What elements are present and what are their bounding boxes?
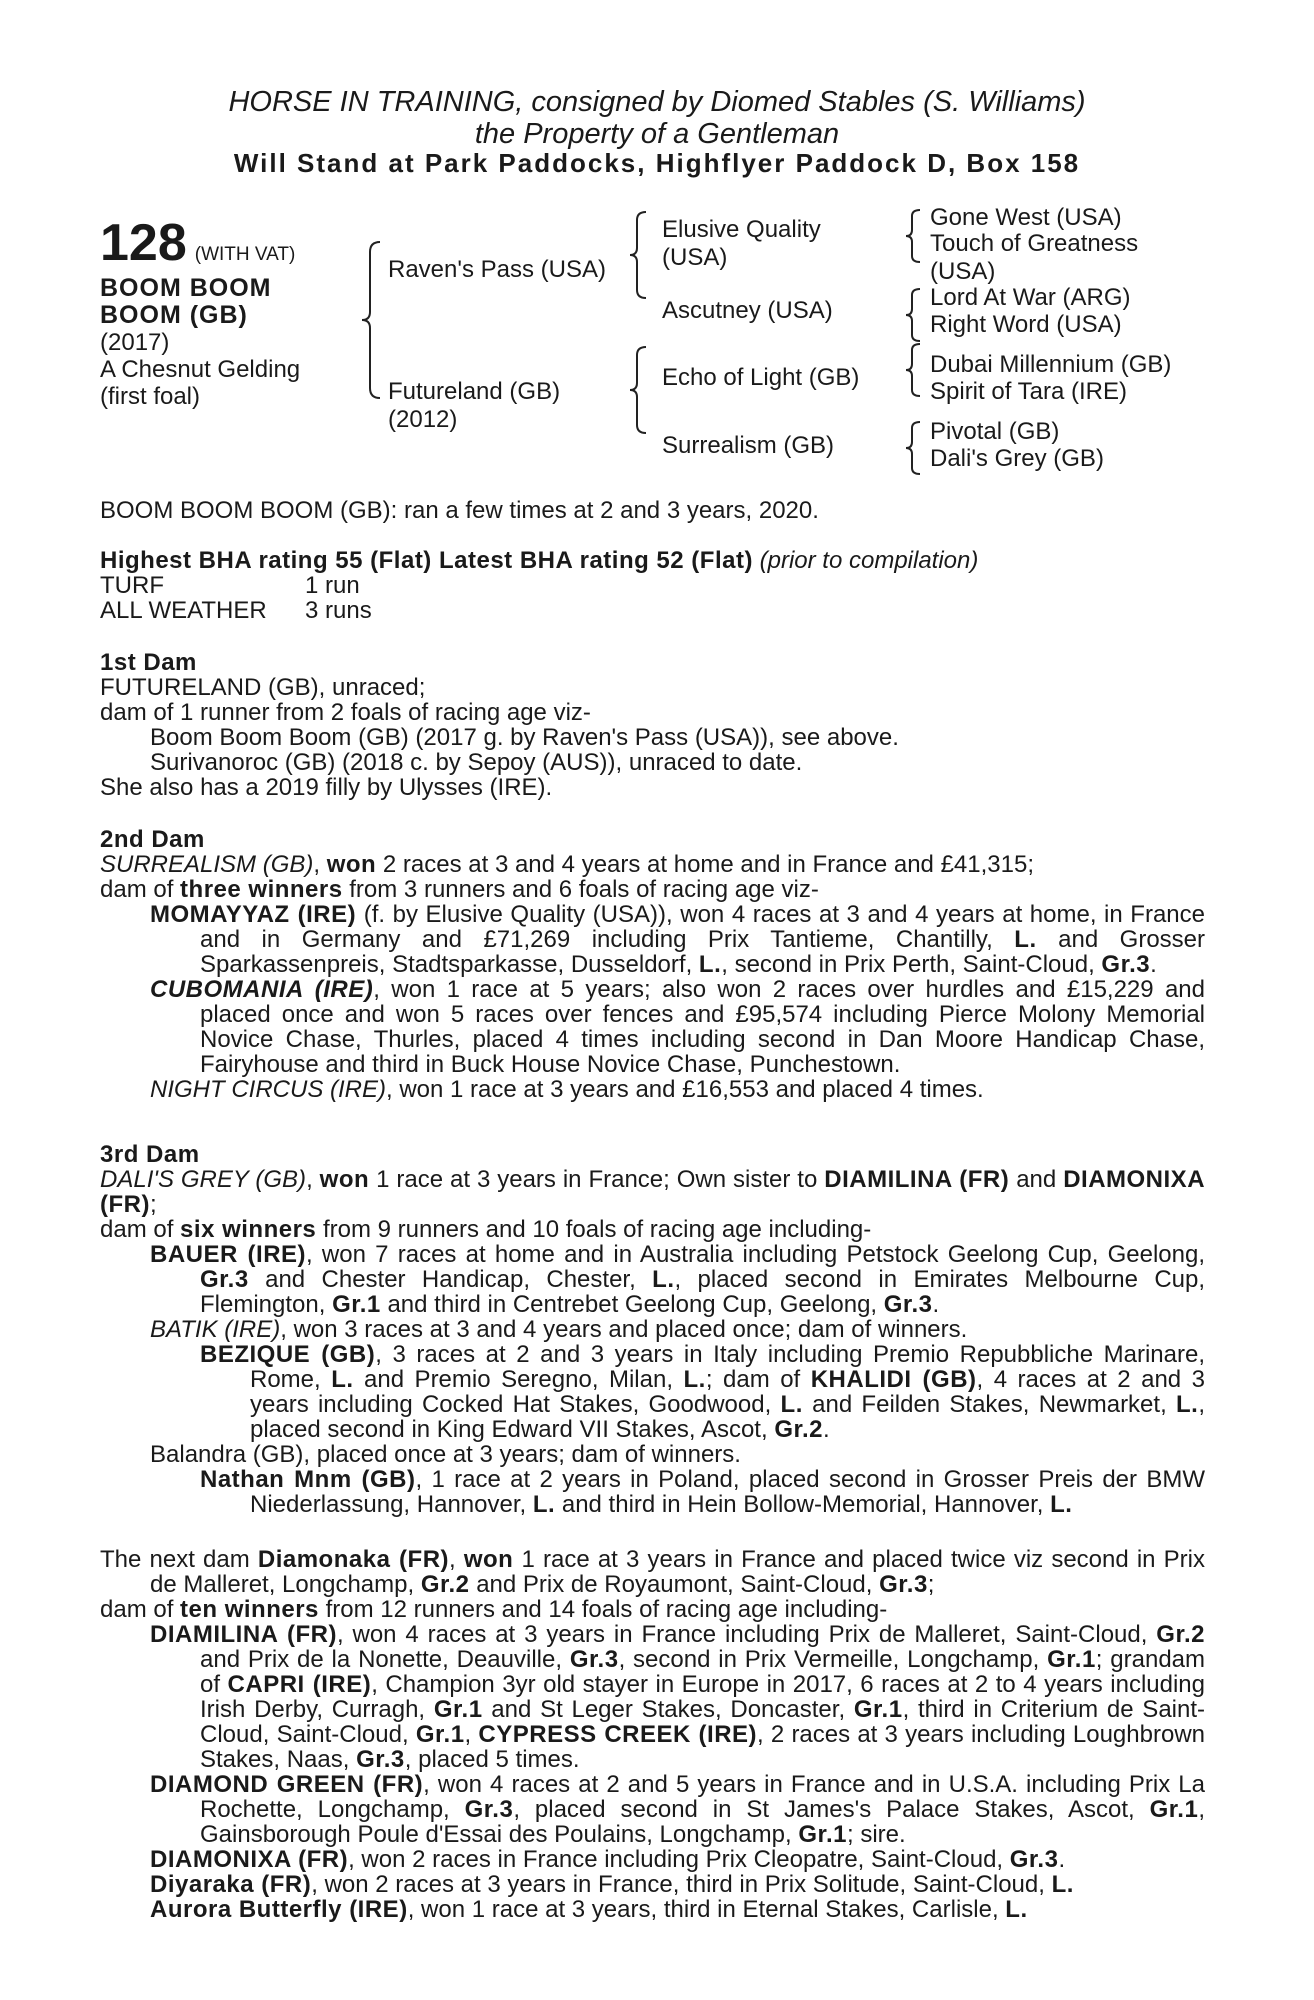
- next-dam-section: [100, 1547, 1205, 1922]
- pedigree-dss: Dubai Millennium (GB): [930, 351, 1172, 378]
- first-dam-line5: She also has a 2019 filly by Ulysses (IRE).: [100, 774, 553, 801]
- ratings-note: (prior to compilation): [759, 547, 979, 574]
- second-dam-damof: [100, 877, 1205, 902]
- group-mark: Gr.3: [200, 1266, 249, 1293]
- produce-text: , won 1 race at 3 years, third in Eternal Stakes, Carlisle,: [407, 1896, 999, 1923]
- listed-mark: L.: [532, 1491, 556, 1518]
- next-dam-damof: [100, 1597, 1205, 1622]
- pedigree-bracket-dam: [628, 345, 652, 435]
- first-dam-produce1: Boom Boom Boom (GB) (2017 g. by Raven's Pass (USA)), see above.: [150, 724, 899, 751]
- produce-name: BATIK (IRE): [150, 1316, 281, 1343]
- conjunction: and: [1016, 1166, 1057, 1193]
- pedigree-sire-dam: Ascutney (USA): [662, 297, 833, 324]
- listed-mark: L.: [698, 951, 722, 978]
- horse-name-line1: BOOM BOOM: [100, 274, 272, 302]
- produce-name: NIGHT CIRCUS (IRE): [150, 1076, 386, 1103]
- listed-mark: L.: [1005, 1896, 1028, 1923]
- produce-text: , 1 race at 2 years in Poland, placed second in Grosser Preis der BMW Niederlassung, Hannover,: [250, 1466, 1205, 1518]
- group-mark: Gr.2: [1156, 1621, 1205, 1648]
- pedigree-sire-sire: [662, 216, 821, 272]
- ratings-block: [100, 548, 1205, 623]
- group-mark: Gr.3: [1009, 1846, 1059, 1873]
- produce-text: and St Leger Stakes, Doncaster,: [491, 1696, 846, 1723]
- foal-note: (first foal): [100, 383, 201, 410]
- third-dam-produce1: [100, 1242, 1205, 1317]
- aw-value: 3 runs: [305, 597, 372, 624]
- listed-mark: L.: [1051, 1871, 1074, 1898]
- produce-text: , won 4 races at 3 years in France including Prix de Malleret, Saint-Cloud,: [336, 1621, 1148, 1648]
- third-dam-title: 3rd Dam: [100, 1141, 200, 1168]
- lot-number-row: [100, 215, 330, 271]
- produce-text: , placed second in Emirates Melbourne Cup, Flemington,: [200, 1266, 1206, 1318]
- pedigree-ssd-line1: Touch of Greatness: [930, 230, 1139, 257]
- produce-name: CYPRESS CREEK (IRE): [478, 1721, 758, 1748]
- second-dam-produce2: [100, 977, 1205, 1077]
- group-mark: Gr.3: [464, 1796, 514, 1823]
- punctuation: ;: [149, 1191, 157, 1218]
- punctuation: ;: [927, 1571, 935, 1598]
- second-dam-produce1: [100, 902, 1205, 977]
- third-dam-damof-a: dam of: [100, 1216, 174, 1243]
- property-line: the Property of a Gentleman: [474, 118, 840, 150]
- produce-text: and third in Centrebet Geelong Cup, Geelong,: [387, 1291, 878, 1318]
- listed-mark: L.: [1050, 1491, 1073, 1518]
- produce-name: Nathan Mnm (GB): [200, 1466, 416, 1493]
- produce-text: , placed 5 times.: [404, 1746, 580, 1773]
- pedigree-bracket-ss: [904, 208, 926, 264]
- pedigree-dsd: Spirit of Tara (IRE): [930, 378, 1127, 405]
- produce-text: .: [1058, 1846, 1066, 1873]
- sister-name: DIAMONIXA (FR): [100, 1166, 1206, 1218]
- produce-text: , Champion 3yr old stayer in Europe in 2017, 6 races at 2 to 4 years including Irish Derby, Curragh,: [200, 1671, 1206, 1723]
- second-dam-section: [100, 827, 1205, 1102]
- group-mark: Gr.1: [433, 1696, 483, 1723]
- next-dam-produce3: [100, 1847, 1205, 1872]
- pedigree-bracket-sd: [904, 287, 926, 343]
- third-dam-section: [100, 1142, 1205, 1517]
- produce-name: DIAMONIXA (FR): [150, 1846, 349, 1873]
- second-dam-winners: three winners: [180, 876, 343, 903]
- third-dam-damof-c: from 9 runners and 10 foals of racing age including-: [322, 1216, 872, 1243]
- group-mark: Gr.1: [853, 1696, 903, 1723]
- next-dam-won: won: [463, 1546, 514, 1573]
- produce-text: , second in Prix Perth, Saint-Cloud,: [721, 951, 1095, 978]
- produce-text: , won 1 race at 3 years and £16,553 and placed 4 times.: [386, 1076, 984, 1103]
- next-dam-produce4: [100, 1872, 1205, 1897]
- produce-text: , Gainsborough Poule d'Essai des Poulains, Longchamp,: [200, 1796, 1205, 1848]
- next-dam-name: Diamonaka (FR): [257, 1546, 450, 1573]
- produce-text: .: [1150, 951, 1157, 978]
- listed-mark: L.: [1014, 926, 1037, 953]
- produce-name: Diyaraka (FR): [150, 1871, 312, 1898]
- group-mark: Gr.2: [420, 1571, 470, 1598]
- group-mark: Gr.3: [883, 1291, 933, 1318]
- pedigree-dds: Pivotal (GB): [930, 418, 1060, 445]
- group-mark: Gr.1: [1149, 1796, 1199, 1823]
- group-mark: Gr.3: [879, 1571, 928, 1598]
- produce-name: DIAMILINA (FR): [150, 1621, 337, 1648]
- first-dam-produce2: Surivanoroc (GB) (2018 c. by Sepoy (AUS)), unraced to date.: [150, 749, 803, 776]
- third-dam-record: 1 race at 3 years in France; Own sister to: [376, 1166, 818, 1193]
- third-dam-winners: six winners: [180, 1216, 317, 1243]
- second-dam-record: 2 races at 3 and 4 years at home and in France and £41,315;: [382, 851, 1034, 878]
- produce-text: and Feilden Stakes, Newmarket,: [812, 1391, 1167, 1418]
- produce-text: ; dam of: [705, 1366, 801, 1393]
- produce-text: , 2 races at 3 years including Loughbrown Stakes, Naas,: [200, 1721, 1205, 1773]
- lot-number: 128: [100, 214, 187, 272]
- aw-label: ALL WEATHER: [100, 597, 267, 624]
- next-dam-lead: The next dam: [100, 1546, 250, 1573]
- produce-name: DIAMOND GREEN (FR): [150, 1771, 424, 1798]
- produce-text: and Grosser Sparkassenpreis, Stadtsparkasse, Dusseldorf,: [200, 926, 1206, 978]
- next-dam-produce1: [100, 1622, 1205, 1772]
- second-dam-name: SURREALISM (GB): [100, 851, 314, 878]
- produce-text: and Prix de la Nonette, Deauville,: [200, 1646, 563, 1673]
- produce-text: , placed second in St James's Palace Stakes, Ascot,: [513, 1796, 1135, 1823]
- next-dam-produce2: [100, 1772, 1205, 1847]
- produce-name: BEZIQUE (GB): [200, 1341, 376, 1368]
- punctuation: ,: [464, 1721, 472, 1748]
- first-dam-line1: FUTURELAND (GB), unraced;: [100, 674, 426, 701]
- second-dam-damof-c: from 3 runners and 6 foals of racing age viz-: [349, 876, 819, 903]
- produce-text: , won 7 races at home and in Australia including Petstock Geelong Cup, Geelong,: [306, 1241, 1205, 1268]
- listed-mark: L.: [652, 1266, 675, 1293]
- listed-mark: L.: [1176, 1391, 1199, 1418]
- group-mark: Gr.3: [1101, 951, 1151, 978]
- produce-text: , won 2 races in France including Prix Cleopatre, Saint-Cloud,: [348, 1846, 1004, 1873]
- pedigree-dam-name: Futureland (GB): [388, 378, 561, 405]
- vat-note: (WITH VAT): [194, 244, 296, 265]
- group-mark: Gr.1: [1047, 1646, 1096, 1673]
- third-dam-won: won: [319, 1166, 370, 1193]
- second-dam-title: 2nd Dam: [100, 826, 205, 853]
- sister-name: DIAMILINA (FR): [824, 1166, 1010, 1193]
- pedigree-dam: [388, 378, 560, 434]
- pedigree-sds: Lord At War (ARG): [930, 284, 1131, 311]
- produce-name: CUBOMANIA (IRE): [150, 976, 374, 1003]
- turf-label: TURF: [100, 572, 164, 599]
- third-dam-produce2: [100, 1317, 1205, 1342]
- first-dam-section: [100, 650, 1205, 800]
- runs-table: [100, 573, 1205, 623]
- ratings-title: Highest BHA rating 55 (Flat) Latest BHA rating 52 (Flat): [100, 547, 753, 574]
- next-dam-record: 1 race at 3 years in France and placed twice viz second in Prix de Malleret, Longchamp,: [150, 1546, 1206, 1598]
- produce-text: ; sire.: [847, 1821, 906, 1848]
- listed-mark: L.: [780, 1391, 803, 1418]
- second-dam-produce3: [100, 1077, 1205, 1102]
- produce-text: (f. by Elusive Quality (USA)), won 4 races at 3 and 4 years at home, in France and in Germany and £71,269 including Prix Tantieme, Chantilly,: [200, 901, 1205, 953]
- listed-mark: L.: [331, 1366, 354, 1393]
- third-dam-damof: [100, 1217, 1205, 1242]
- pedigree-bracket-sire: [628, 210, 652, 300]
- produce-text: , 4 races at 2 and 3 years including Cocked Hat Stakes, Goodwood,: [250, 1366, 1205, 1418]
- produce-text: and third in Hein Bollow-Memorial, Hannover,: [561, 1491, 1044, 1518]
- pedigree-ss-line2: (USA): [662, 244, 728, 271]
- consignor-line: HORSE IN TRAINING, consigned by Diomed Stables (S. Williams): [228, 86, 1086, 118]
- produce-text: .: [823, 1416, 830, 1443]
- produce-name: MOMAYYAZ (IRE): [150, 901, 357, 928]
- produce-name: Aurora Butterfly (IRE): [150, 1896, 408, 1923]
- pedigree-dam-dam: Surrealism (GB): [662, 432, 835, 459]
- horse-description: A Chesnut Gelding: [100, 356, 301, 383]
- group-mark: Gr.1: [415, 1721, 465, 1748]
- second-dam-won: won: [326, 851, 377, 878]
- pedigree-ssd-line2: (USA): [930, 258, 996, 285]
- produce-text: .: [932, 1291, 940, 1318]
- first-dam-line2: dam of 1 runner from 2 foals of racing age viz-: [100, 699, 591, 726]
- produce-text: and Premio Seregno, Milan,: [364, 1366, 674, 1393]
- next-dam-damof-a: dam of: [100, 1596, 174, 1623]
- horse-name-line2: BOOM (GB): [100, 301, 248, 329]
- produce-text: , won 2 races at 3 years in France, third in Prix Solitude, Saint-Cloud,: [311, 1871, 1045, 1898]
- group-mark: Gr.3: [569, 1646, 619, 1673]
- pedigree-ssd: [930, 230, 1138, 286]
- produce-name: KHALIDI (GB): [810, 1366, 977, 1393]
- group-mark: Gr.3: [356, 1746, 405, 1773]
- produce-text: , 3 races at 2 and 3 years in Italy including Premio Repubbliche Marinare, Rome,: [250, 1341, 1206, 1393]
- next-dam-produce5: [100, 1897, 1205, 1922]
- produce-name: CAPRI (IRE): [227, 1671, 372, 1698]
- pedigree-ss-line1: Elusive Quality: [662, 216, 821, 243]
- produce-text: , placed second in King Edward VII Stakes, Ascot,: [250, 1391, 1206, 1443]
- turf-value: 1 run: [305, 572, 360, 599]
- foaling-year: (2017): [100, 329, 170, 356]
- lot-info: [100, 215, 330, 410]
- pedigree-sdd: Right Word (USA): [930, 311, 1122, 338]
- produce-text: , second in Prix Vermeille, Longchamp,: [618, 1646, 1040, 1673]
- pedigree-sss: Gone West (USA): [930, 204, 1122, 231]
- produce-text: ; grandam of: [200, 1646, 1206, 1698]
- next-dam-damof-c: from 12 runners and 14 foals of racing age including-: [325, 1596, 888, 1623]
- pedigree-bracket-ds: [904, 342, 926, 398]
- group-mark: Gr.2: [774, 1416, 824, 1443]
- produce-text: , won 3 races at 3 and 4 years and placed once; dam of winners.: [280, 1316, 968, 1343]
- third-dam-grandproduce2: [100, 1467, 1205, 1517]
- pedigree-sire: Raven's Pass (USA): [388, 256, 606, 283]
- group-mark: Gr.1: [798, 1821, 848, 1848]
- pedigree-ddd: Dali's Grey (GB): [930, 445, 1104, 472]
- pedigree-dam-sire: Echo of Light (GB): [662, 364, 860, 391]
- second-dam-intro: SURREALISM (GB), won 2 races at 3 and 4 years at home and in France and £41,315;: [100, 851, 1034, 878]
- third-dam-intro: DALI'S GREY (GB), won 1 race at 3 years in France; Own sister to DIAMILINA (FR) and DIAMONIXA (FR);: [100, 1166, 1206, 1218]
- produce-text: and Chester Handicap, Chester,: [265, 1266, 636, 1293]
- produce-text: , third in Criterium de Saint-Cloud, Saint-Cloud,: [200, 1696, 1206, 1748]
- third-dam-name: DALI'S GREY (GB): [100, 1166, 307, 1193]
- produce-name: BAUER (IRE): [150, 1241, 307, 1268]
- race-summary: BOOM BOOM BOOM (GB): ran a few times at 2 and 3 years, 2020.: [100, 497, 819, 524]
- listed-mark: L.: [683, 1366, 706, 1393]
- produce-text: , won 4 races at 2 and 5 years in France and in U.S.A. including Prix La Rochette, Longchamp,: [200, 1771, 1205, 1823]
- pedigree-bracket-gen1: [360, 240, 390, 400]
- pedigree-dam-year: (2012): [388, 406, 458, 433]
- stabling-line: Will Stand at Park Paddocks, Highflyer Paddock D, Box 158: [233, 148, 1081, 178]
- group-mark: Gr.1: [332, 1291, 381, 1318]
- next-dam-winners: ten winners: [180, 1596, 319, 1623]
- next-dam-intro: The next dam Diamonaka (FR), won 1 race at 3 years in France and placed twice viz second in Prix de Malleret, Longchamp, Gr.2 and Prix de Royaumont, Saint-Cloud, Gr.3;: [100, 1546, 1206, 1598]
- next-dam-record: and Prix de Royaumont, Saint-Cloud,: [476, 1571, 873, 1598]
- second-dam-damof-a: dam of: [100, 876, 174, 903]
- pedigree-bracket-dd: [904, 420, 926, 476]
- first-dam-title: 1st Dam: [100, 649, 197, 676]
- produce-text: , won 1 race at 5 years; also won 2 races over hurdles and £15,229 and placed once and won 5 races over fences and £95,574 including Pierce Molony Memorial Novice Chase, Thurles, placed 4 times including second in Dan Moore Handicap Chase, Fairyhouse and third in Buck House Novice Chase, Punchestown.: [200, 976, 1205, 1078]
- third-dam-grandproduce1: [100, 1342, 1205, 1442]
- third-dam-produce3: Balandra (GB), placed once at 3 years; dam of winners.: [150, 1441, 741, 1468]
